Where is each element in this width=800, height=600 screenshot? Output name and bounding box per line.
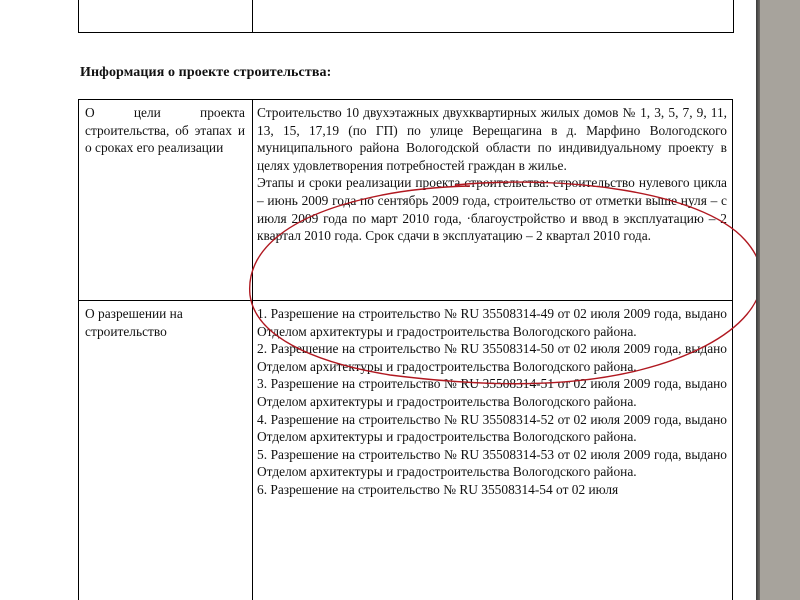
permit-item: 4. Разрешение на строительство № RU 35508314-52 от 02 июля 2009 года, выдано Отделом архитектуры и градостроительства Вологодского района. [257, 411, 727, 445]
permit-item: 1. Разрешение на строительство № RU 35508314-49 от 02 июля 2009 года, выдано Отделом архитектуры и градостроительства Вологодского района. [257, 306, 727, 339]
permit-item: 5. Разрешение на строительство № RU 35508314-53 от 02 июля 2009 года, выдано Отделом архитектуры и градостроительства Вологодского района. [257, 446, 727, 480]
project-info-table [78, 99, 733, 600]
viewer-side-panel [760, 0, 800, 600]
permit-item: 3. Разрешение на строительство № RU 35508314-51 от 02 июля 2009 года, выдано Отделом архитектуры и градостроительства Вологодского района. [257, 376, 727, 409]
row-label-permit: О разрешении на строительство [85, 306, 183, 339]
row-content-permits [257, 305, 727, 499]
row-content-project-goal [257, 104, 727, 245]
section-title: Информация о проекте строительства: [80, 65, 332, 80]
project-description: Строительство 10 двухэтажных двухквартирных жилых домов № 1, 3, 5, 7, 9, 11, 13, 15, 17,19 (по ГП) по улице Верещагина в д. Марфино Вологодского муниципального района Вологодской области по индивидуальному проекту в целях удовлетворения потребностей граждан в жилье. [257, 105, 727, 173]
permit-item: 2. Разрешение на строительство № RU 35508314-50 от 02 июля 2009 года, выдано Отделом архитектуры и градостроительства Вологодского района. [257, 341, 727, 374]
permit-item: 6. Разрешение на строительство № RU 35508314-54 от 02 июля [257, 481, 619, 497]
table-column-divider [252, 100, 253, 600]
project-stages: Этапы и сроки реализации проекта строительства: строительство нулевого цикла – июнь 2009 года по сентябрь 2009 года, строительство от отметки выше нуля – с июля 2009 года по март 2010 года, ·благоустройство и ввод в эксплуатацию – 2 квартал 2010 года. Срок сдачи в эксплуатацию – 2 квартал 2010 года. [257, 175, 727, 244]
table-column-divider [252, 0, 253, 32]
previous-table-fragment [78, 0, 734, 33]
table-row-divider [79, 300, 732, 301]
row-label-project-goal: О цели проекта строительства, об этапах и о сроках его реализации [85, 105, 245, 156]
